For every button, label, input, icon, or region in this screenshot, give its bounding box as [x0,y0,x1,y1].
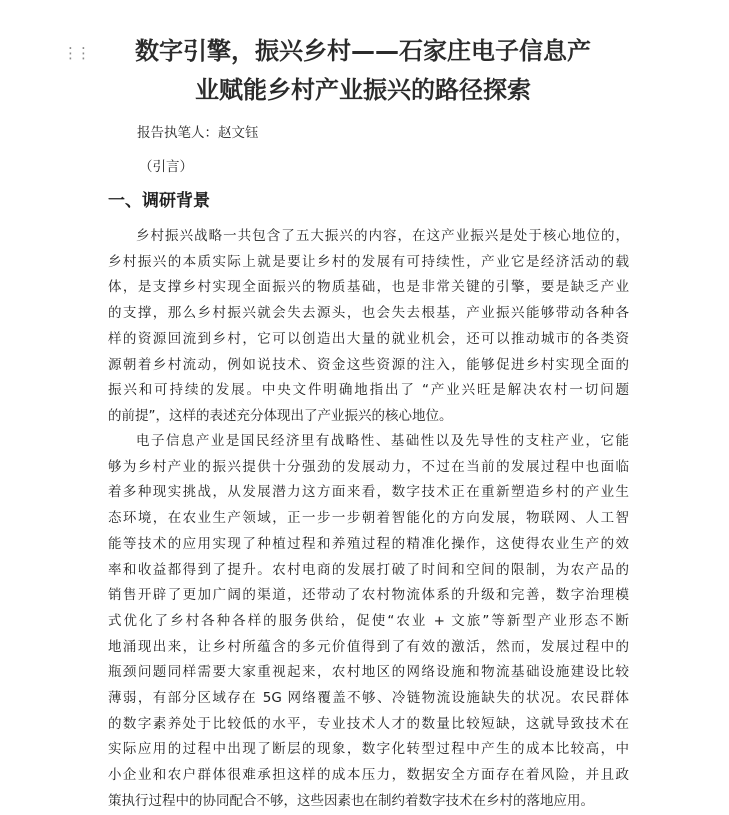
paragraph-line: 薄弱，有部分区域存在 5G 网络覆盖不够、冷链物流设施缺失的状况。农民群体 [108,690,629,707]
section-heading: 一、调研背景 [108,191,210,211]
paragraph-line: 着多种现实挑战，从发展潜力这方面来看，数字技术正在重新塑造乡村的产业生 [108,484,629,501]
document-title [98,32,628,110]
paragraph-line: 乡村振兴的本质实际上就是要让乡村的发展有可持续性，产业它是经济活动的载 [108,253,629,270]
paragraph-line: 销售开辟了更加广阔的渠道，还带动了农村物流体系的升级和完善，数字治理模 [108,587,629,604]
paragraph-line: 的数字素养处于比较低的水平，专业技术人才的数量比较短缺，这就导致技术在 [108,715,629,732]
paragraph-line: 的前提”，这样的表述充分体现出了产业振兴的核心地位。 [108,407,453,424]
paragraph-line: 的支撑，那么乡村振兴就会失去源头，也会失去根基，产业振兴能够带动各种各 [108,305,629,322]
paragraph-line: 式优化了乡村各种各样的服务供给，促使“农业 + 文旅”等新型产业形态不断 [108,612,629,629]
author-line: 报告执笔人：赵文钰 [137,125,259,141]
paragraph-line: 小企业和农户群体很难承担这样的成本压力，数据安全方面存在着风险，并且政 [108,767,629,784]
paragraph-line: 电子信息产业是国民经济里有战略性、基础性以及先导性的支柱产业，它能 [136,433,629,449]
paragraph-line: 源朝着乡村流动，例如说技术、资金这些资源的注入，能够促进乡村实现全面的 [108,356,629,373]
paragraph-line: 率和收益都得到了提升。农村电商的发展打破了时间和空间的限制，为农产品的 [108,561,629,578]
paragraph-line: 瓶颈问题同样需要大家重视起来，农村地区的网络设施和物流基础设施建设比较 [108,664,629,681]
paragraph-line: 振兴和可持续的发展。中央文件明确地指出了 “产业兴旺是解决农村一切问题 [108,382,629,399]
paragraph-2 [108,429,629,815]
paragraph-line: 体，是支撑乡村实现全面振兴的物质基础，也是非常关键的引擎，要是缺乏产业 [108,279,629,296]
paragraph-line: 乡村振兴战略一共包含了五大振兴的内容，在这产业振兴是处于核心地位的， [136,228,629,244]
intro-label: （引言） [139,159,193,175]
paragraph-line: 够为乡村产业的振兴提供十分强劲的发展动力，不过在当前的发展过程中也面临 [108,458,629,475]
paragraph-line: 策执行过程中的协同配合不够，这些因素也在制约着数字技术在乡村的落地应用。 [108,792,594,809]
paragraph-line: 样的资源回流到乡村，它可以创造出大量的就业机会，还可以推动城市的各类资 [108,330,629,347]
title-line-1: 数字引擎，振兴乡村——石家庄电子信息产 [135,37,591,65]
paragraph-line: 实际应用的过程中出现了断层的现象，数字化转型过程中产生的成本比较高，中 [108,741,629,758]
drag-handle-icon[interactable]: ⋮⋮ [63,44,89,62]
paragraph-line: 能等技术的应用实现了种植过程和养殖过程的精准化操作，这使得农业生产的效 [108,535,629,552]
paragraph-line: 地涌现出来，让乡村所蕴含的多元价值得到了有效的激活，然而，发展过程中的 [108,638,629,655]
paragraph-line: 态环境，在农业生产领域，正一步一步朝着智能化的方向发展，物联网、人工智 [108,510,629,527]
title-line-2: 业赋能乡村产业振兴的路径探索 [195,76,531,104]
paragraph-1 [108,224,629,430]
